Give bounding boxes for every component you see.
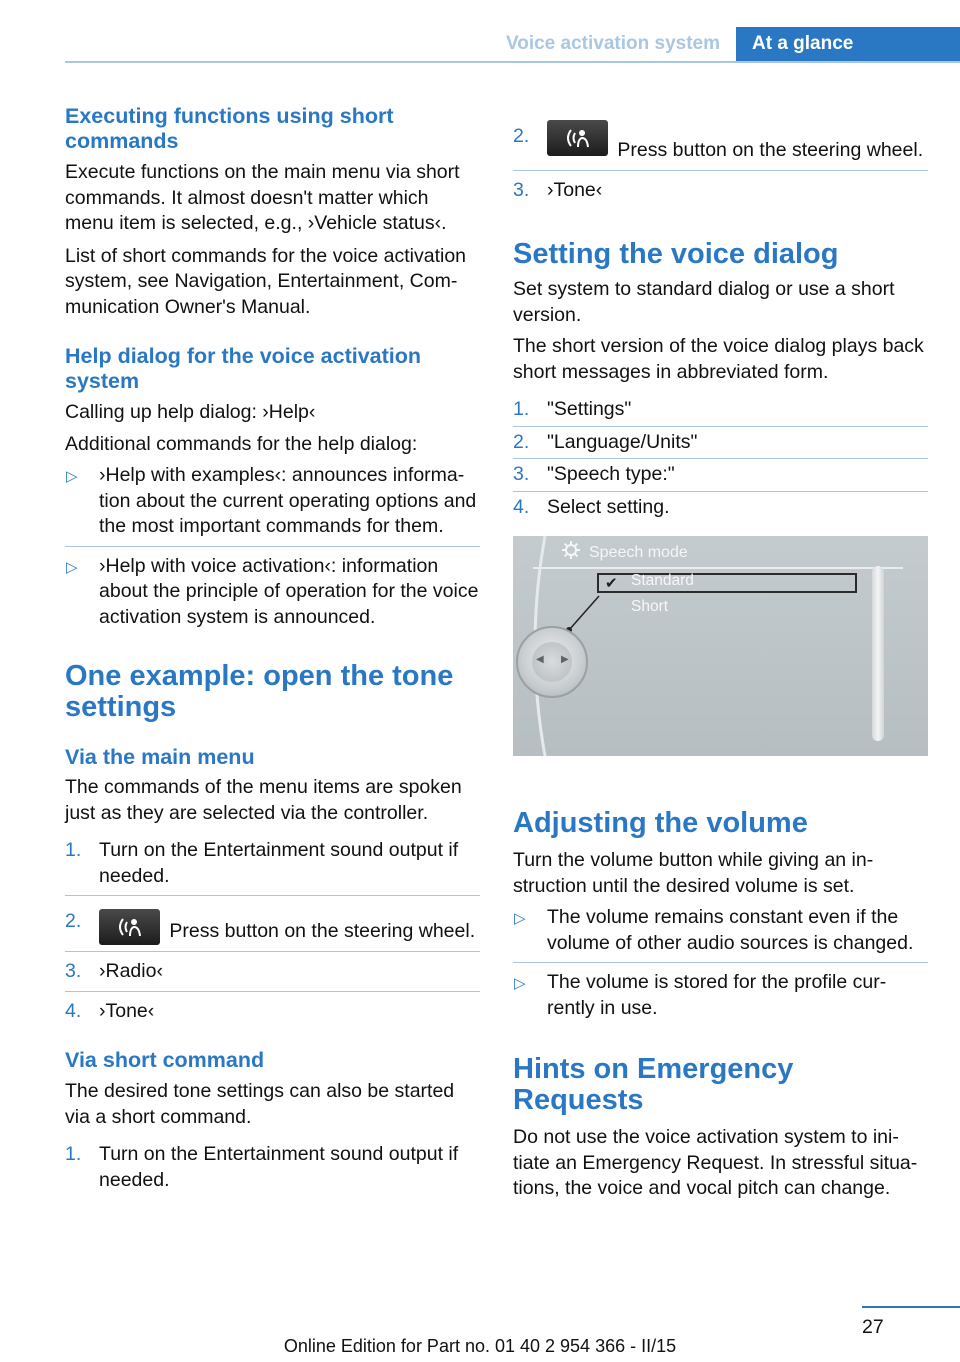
- help-paragraph-1: Calling up help dialog: ›Help‹: [65, 401, 316, 423]
- main-menu-steps: [65, 838, 480, 1024]
- list-divider: [65, 895, 480, 896]
- screen-title-rule: [533, 567, 903, 569]
- scrollbar[interactable]: [872, 566, 884, 741]
- list-item: ▷ ›Help with voice activation‹: information about the principle of operation for the voice activation system is announced.: [66, 554, 479, 628]
- emergency-heading: Hints on Emergency Requests: [513, 1053, 794, 1116]
- main-menu-heading: Via the main menu: [65, 745, 255, 769]
- help-list: [65, 463, 480, 630]
- list-item: 3. ›Tone‹: [513, 178, 603, 201]
- list-item: 2. Press button on the steering wheel.: [65, 909, 480, 945]
- exec-paragraph-1: Execute functions on the main menu via short commands. It almost doesn't matter which menu item is selected, e.g., ›Vehicle status‹.: [65, 161, 460, 234]
- list-item: 4. Select setting.: [513, 495, 670, 518]
- voice-command-icon: [547, 120, 608, 156]
- gear-icon: [561, 540, 581, 560]
- list-item: 1. "Settings": [513, 398, 632, 420]
- voice-dialog-paragraph-2: The short version of the voice dialog plays back short messages in abbreviated form.: [513, 335, 924, 383]
- triangle-bullet-icon: ▷: [66, 468, 78, 485]
- checkmark-icon: ✔: [605, 575, 618, 592]
- list-divider: [65, 546, 480, 547]
- voice-dialog-steps: [513, 397, 928, 520]
- short-command-paragraph: The desired tone settings can also be started via a short command.: [65, 1080, 455, 1128]
- help-heading: Help dialog for the voice activation system: [65, 344, 422, 393]
- list-item: 1. Turn on the Entertainment sound output if needed.: [65, 839, 459, 887]
- list-divider: [65, 951, 480, 952]
- pointer-line: [563, 594, 603, 634]
- list-divider: [513, 426, 928, 427]
- list-divider: [513, 491, 928, 492]
- continued-steps: [513, 120, 928, 203]
- screen-title: Speech mode: [589, 544, 688, 561]
- triangle-bullet-icon: ▷: [66, 558, 78, 576]
- chevron-left-icon: ◀: [536, 654, 544, 665]
- section-title: Voice activation system: [505, 33, 720, 54]
- list-item: ▷ ›Help with examples‹: announces informa- tion about the current operating options and the most important commands for them.: [66, 464, 477, 537]
- list-item: 2. Press button on the steering wheel.: [513, 120, 928, 164]
- list-item: 3. ›Radio‹: [65, 960, 163, 982]
- option-standard[interactable]: Standard: [631, 572, 694, 589]
- list-item: 3. "Speech type:": [513, 463, 675, 485]
- page-header: [65, 27, 960, 63]
- list-divider: [65, 991, 480, 992]
- header-rule: [65, 61, 960, 63]
- chapter-tab: At a glance: [736, 27, 960, 61]
- exec-heading: Executing functions using short commands: [65, 104, 394, 153]
- triangle-bullet-icon: ▷: [514, 975, 526, 992]
- short-command-heading: Via short command: [65, 1048, 265, 1072]
- volume-heading: Adjusting the volume: [513, 807, 808, 839]
- list-item: ▷ The volume is stored for the profile cur- rently in use.: [514, 971, 887, 1019]
- controller-knob: [516, 626, 588, 698]
- emergency-paragraph: Do not use the voice activation system to ini- tiate an Emergency Request. In stressful situa- tions, the voice and vocal pitch can change.: [513, 1126, 918, 1199]
- page-number: 27: [862, 1316, 884, 1338]
- list-divider: [513, 458, 928, 459]
- chevron-right-icon: ▶: [561, 654, 569, 665]
- list-item: ▷ The volume remains constant even if the volume of other audio sources is changed.: [514, 906, 914, 954]
- volume-paragraph: Turn the volume button while giving an in- struction until the desired volume is set.: [513, 849, 874, 897]
- list-divider: [513, 170, 928, 171]
- voice-dialog-heading: Setting the voice dialog: [513, 238, 839, 270]
- short-command-steps: [65, 1142, 480, 1193]
- left-column: [65, 104, 480, 1193]
- list-divider: [513, 962, 928, 963]
- list-item: 4. ›Tone‹: [65, 999, 155, 1022]
- list-item: 2. "Language/Units": [513, 430, 698, 453]
- main-menu-paragraph: The commands of the menu items are spoken just as they are selected via the controller.: [65, 776, 462, 824]
- list-item: 1. Turn on the Entertainment sound output if needed.: [65, 1143, 459, 1191]
- speech-mode-screen: [513, 536, 928, 756]
- help-paragraph-2: Additional commands for the help dialog:: [65, 432, 418, 455]
- voice-command-icon: [99, 909, 160, 945]
- voice-dialog-paragraph-1: Set system to standard dialog or use a short version.: [513, 278, 895, 326]
- example-heading: One example: open the tone settings: [65, 660, 454, 723]
- footer-edition: Online Edition for Part no. 01 40 2 954 366 - II/15: [283, 1336, 677, 1356]
- triangle-bullet-icon: ▷: [514, 910, 526, 927]
- option-short[interactable]: Short: [631, 598, 669, 615]
- right-column: [513, 120, 928, 1202]
- exec-paragraph-2: List of short commands for the voice activation system, see Navigation, Entertainment, Com- munication Owner's Manual.: [65, 244, 467, 318]
- footer-rule: [862, 1306, 960, 1308]
- volume-list: [513, 905, 928, 1021]
